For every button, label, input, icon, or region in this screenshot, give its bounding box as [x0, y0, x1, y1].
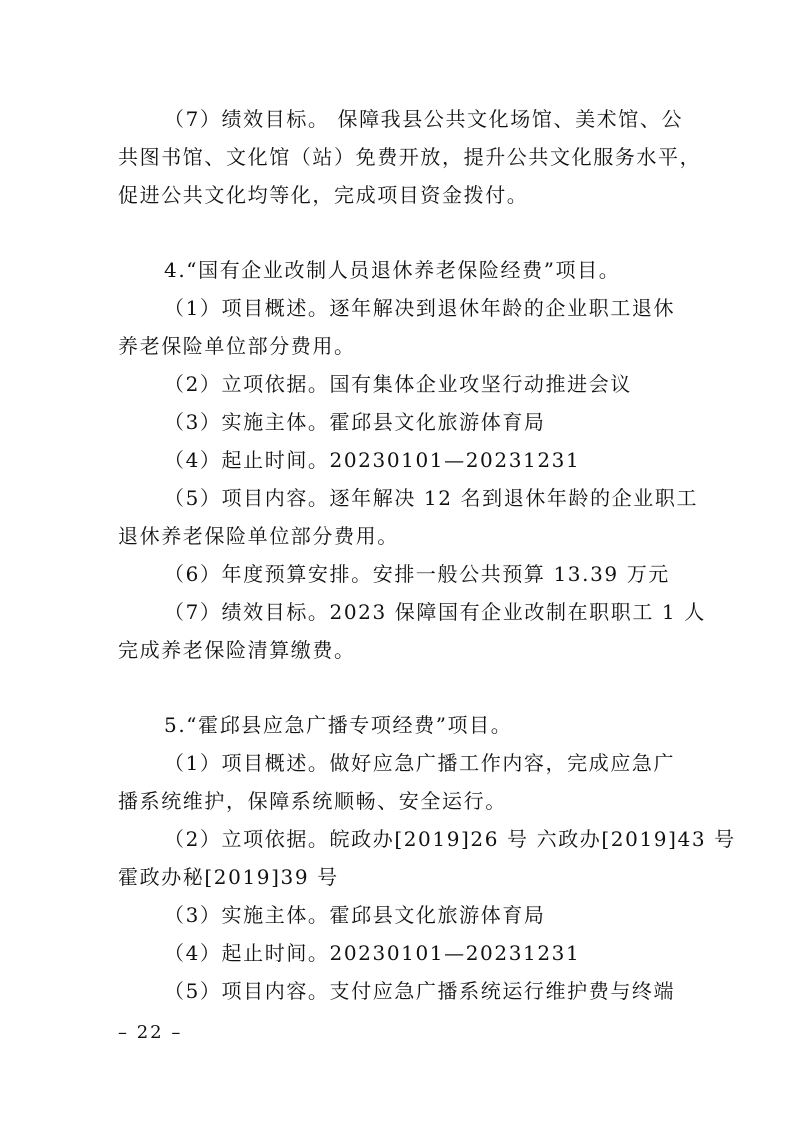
text-line: （7）绩效目标。2023 保障国有企业改制在职职工 1 人	[164, 600, 706, 624]
text-line: 播系统维护，保障系统顺畅、安全运行。	[118, 789, 507, 813]
section-heading: 5.“霍邱县应急广播专项经费”项目。	[164, 713, 513, 737]
text-line: （2）立项依据。国有集体企业攻坚行动推进会议	[164, 372, 632, 396]
text-line: 退休养老保险单位部分费用。	[118, 524, 399, 548]
text-line: 共图书馆、文化馆（站）免费开放，提升公共文化服务水平，	[118, 145, 702, 169]
text-line: （5）项目内容。逐年解决 12 名到退休年龄的企业职工	[164, 486, 699, 510]
text-line: （7）绩效目标。 保障我县公共文化场馆、美术馆、公	[164, 107, 684, 131]
text-line: 完成养老保险清算缴费。	[118, 638, 356, 662]
page-number: – 22 –	[118, 1022, 183, 1043]
text-line: 霍政办秘[2019]39 号	[118, 865, 339, 889]
text-line: （2）立项依据。皖政办[2019]26 号 六政办[2019]43 号	[164, 827, 736, 851]
text-line: 促进公共文化均等化，完成项目资金拨付。	[118, 183, 529, 207]
section-heading: 4.“国有企业改制人员退休养老保险经费”项目。	[164, 258, 621, 282]
text-line: （3）实施主体。霍邱县文化旅游体育局	[164, 410, 546, 434]
text-line: （4）起止时间。20230101—20231231	[164, 448, 581, 472]
text-line: （4）起止时间。20230101—20231231	[164, 941, 581, 965]
text-line: （6）年度预算安排。安排一般公共预算 13.39 万元	[164, 562, 670, 586]
text-line: （3）实施主体。霍邱县文化旅游体育局	[164, 903, 546, 927]
text-line: （1）项目概述。逐年解决到退休年龄的企业职工退休	[164, 296, 676, 320]
text-line: （5）项目内容。支付应急广播系统运行维护费与终端	[164, 979, 676, 1003]
text-line: 养老保险单位部分费用。	[118, 334, 356, 358]
text-line: （1）项目概述。做好应急广播工作内容，完成应急广	[164, 751, 676, 775]
